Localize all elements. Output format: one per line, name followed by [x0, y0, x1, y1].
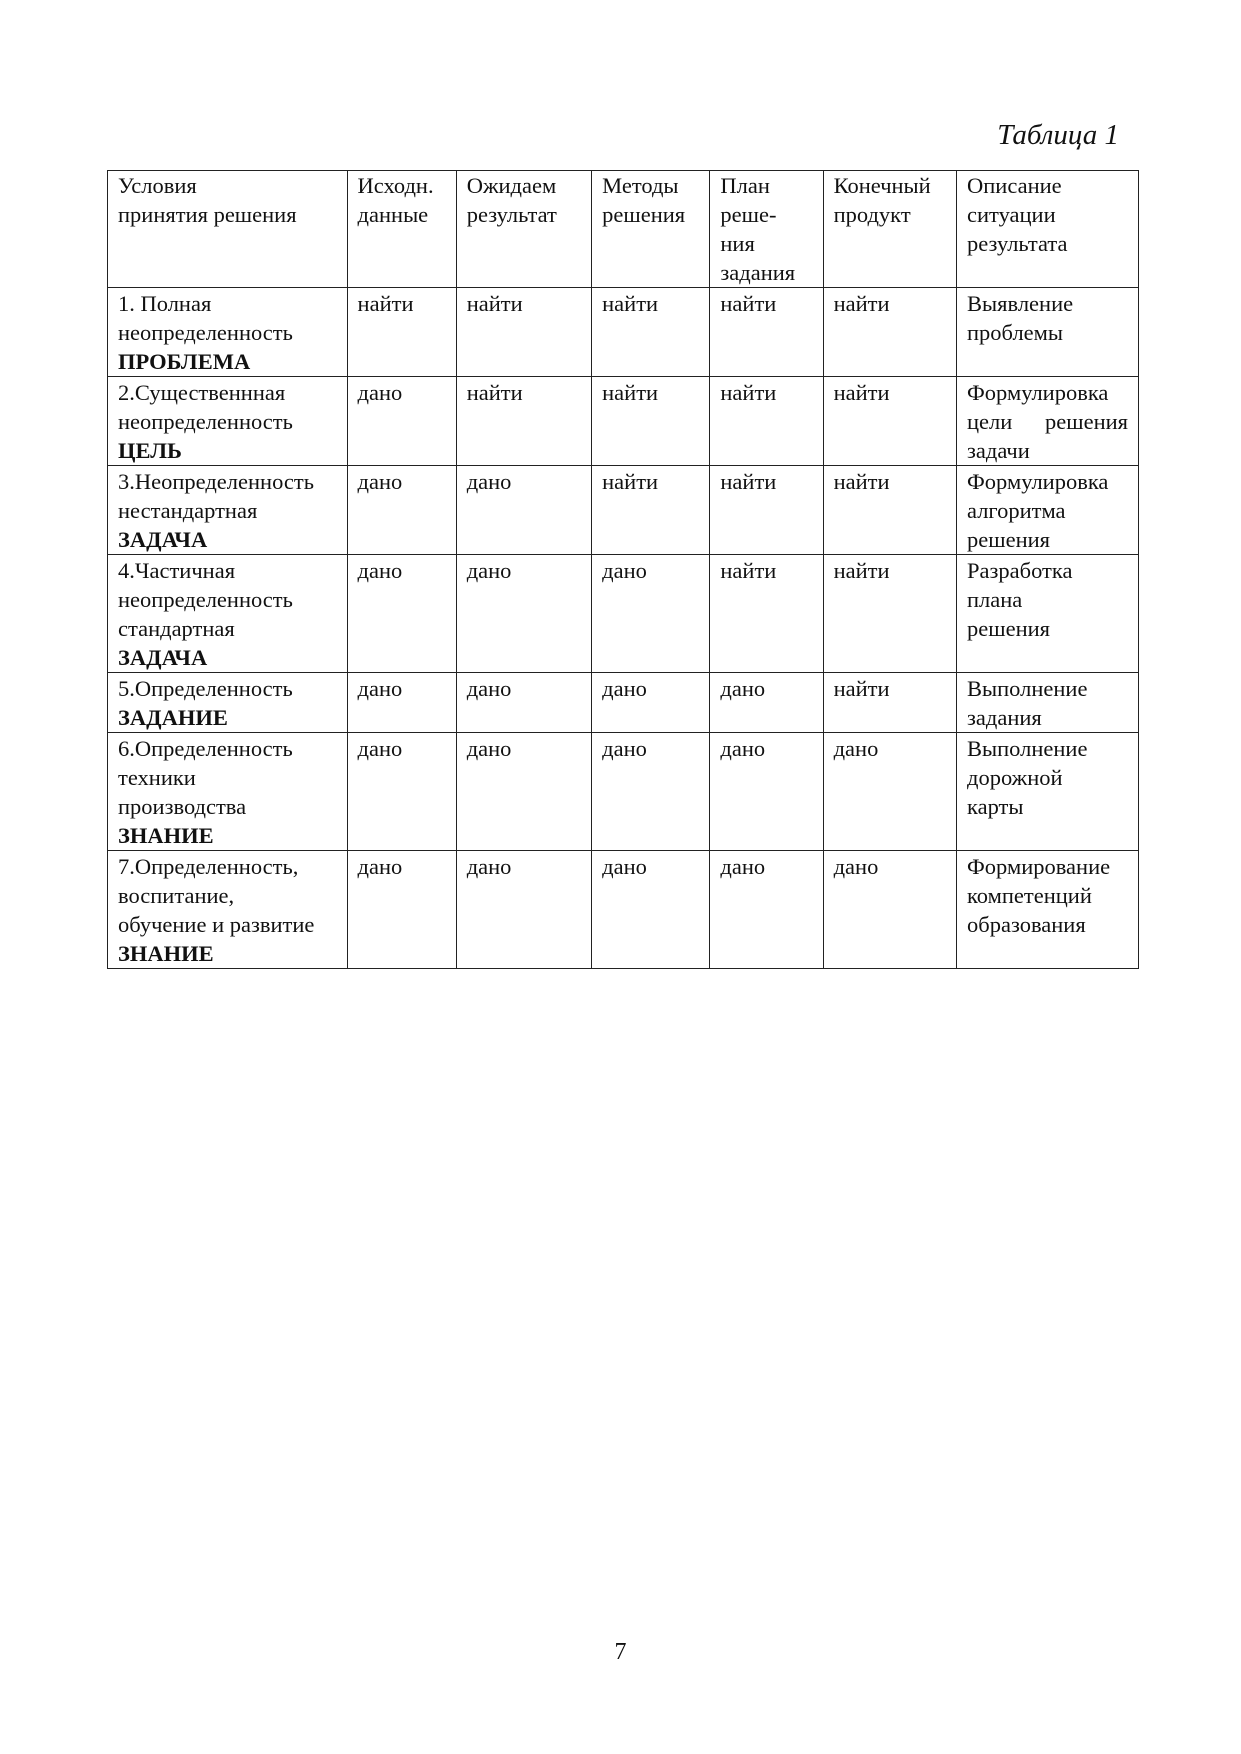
row-label: ЗАДАНИЕ [118, 705, 228, 730]
row-label: ПРОБЛЕМА [118, 349, 251, 374]
condition-cell: 6.Определенность техники производства ЗНАНИЕ [108, 733, 348, 851]
plan-cell: дано [710, 851, 823, 969]
final-product-cell: дано [823, 851, 956, 969]
table-row [108, 851, 1139, 969]
methods-cell: найти [592, 466, 710, 555]
description-cell: Формулировка цели решения задачи [957, 377, 1139, 466]
plan-cell: найти [710, 377, 823, 466]
source-data-cell: дано [347, 466, 456, 555]
description-cell: Формирование компетенций образования [957, 851, 1139, 969]
description-cell: Выполнение задания [957, 673, 1139, 733]
table-row [108, 466, 1139, 555]
header-final-product: Конечный продукт [823, 171, 956, 288]
methods-cell: дано [592, 733, 710, 851]
final-product-cell: найти [823, 466, 956, 555]
methods-cell: найти [592, 288, 710, 377]
source-data-cell: дано [347, 851, 456, 969]
condition-cell: 2.Существеннная неопределенность ЦЕЛЬ [108, 377, 348, 466]
source-data-cell: дано [347, 377, 456, 466]
plan-cell: дано [710, 733, 823, 851]
header-plan: План реше- ния задания [710, 171, 823, 288]
table-row [108, 673, 1139, 733]
header-description: Описание ситуации результата [957, 171, 1139, 288]
plan-cell: найти [710, 555, 823, 673]
table-header-row [108, 171, 1139, 288]
expected-result-cell: дано [456, 733, 591, 851]
table-row [108, 377, 1139, 466]
description-cell: Выявление проблемы [957, 288, 1139, 377]
header-conditions: Условия принятия решения [108, 171, 348, 288]
description-cell: Разработка плана решения [957, 555, 1139, 673]
table-row [108, 733, 1139, 851]
row-label: ЦЕЛЬ [118, 438, 182, 463]
methods-cell: найти [592, 377, 710, 466]
row-label: ЗАДАЧА [118, 645, 208, 670]
expected-result-cell: дано [456, 673, 591, 733]
header-source-data: Исходн. данные [347, 171, 456, 288]
final-product-cell: найти [823, 673, 956, 733]
condition-cell: 1. Полная неопределенность ПРОБЛЕМА [108, 288, 348, 377]
description-cell: Выполнение дорожной карты [957, 733, 1139, 851]
plan-cell: дано [710, 673, 823, 733]
source-data-cell: найти [347, 288, 456, 377]
methods-cell: дано [592, 673, 710, 733]
page-number: 7 [614, 1639, 627, 1665]
source-data-cell: дано [347, 555, 456, 673]
row-label: ЗАДАЧА [118, 527, 208, 552]
header-expected-result: Ожидаем результат [456, 171, 591, 288]
expected-result-cell: найти [456, 288, 591, 377]
row-label: ЗНАНИЕ [118, 823, 214, 848]
expected-result-cell: дано [456, 466, 591, 555]
table-row [108, 555, 1139, 673]
condition-cell: 4.Частичная неопределенность стандартная ЗАДАЧА [108, 555, 348, 673]
methods-cell: дано [592, 851, 710, 969]
final-product-cell: найти [823, 555, 956, 673]
description-cell: Формулировка алгоритма решения [957, 466, 1139, 555]
row-label: ЗНАНИЕ [118, 941, 214, 966]
expected-result-cell: дано [456, 555, 591, 673]
source-data-cell: дано [347, 733, 456, 851]
final-product-cell: найти [823, 377, 956, 466]
condition-cell: 5.Определенность ЗАДАНИЕ [108, 673, 348, 733]
source-data-cell: дано [347, 673, 456, 733]
final-product-cell: найти [823, 288, 956, 377]
expected-result-cell: дано [456, 851, 591, 969]
table-caption: Таблица 1 [997, 119, 1119, 151]
final-product-cell: дано [823, 733, 956, 851]
condition-cell: 7.Определенность, воспитание, обучение и развитие ЗНАНИЕ [108, 851, 348, 969]
plan-cell: найти [710, 466, 823, 555]
header-methods: Методы решения [592, 171, 710, 288]
condition-cell: 3.Неопределенность нестандартная ЗАДАЧА [108, 466, 348, 555]
plan-cell: найти [710, 288, 823, 377]
expected-result-cell: найти [456, 377, 591, 466]
methods-cell: дано [592, 555, 710, 673]
table-row [108, 288, 1139, 377]
decision-table [107, 170, 1139, 969]
